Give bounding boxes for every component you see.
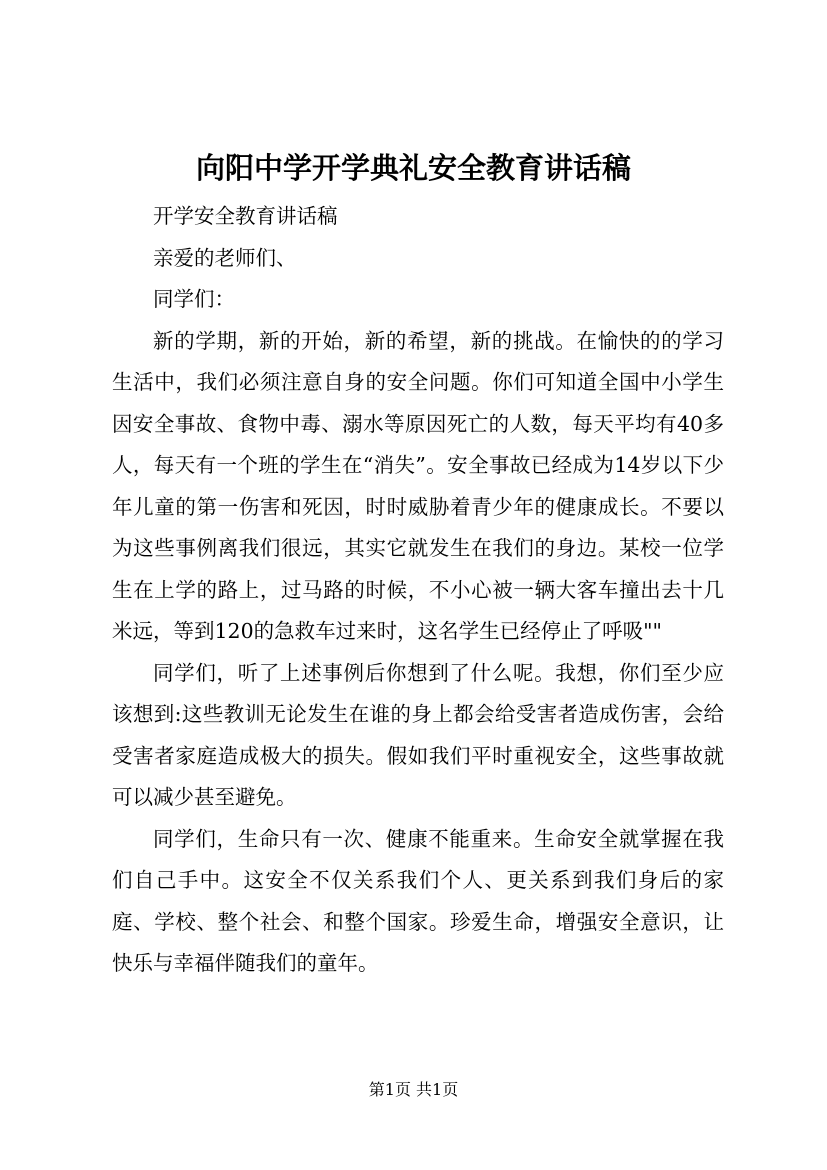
paragraph-body-1: 新的学期，新的开始，新的希望，新的挑战。在愉快的的学习生活中，我们必须注意自身的安全问题。你们可知道全国中小学生因安全事故、食物中毒、溺水等原因死亡的人数，每天平均有40多人，每天有一个班的学生在“消失”。安全事故已经成为14岁以下少年儿童的第一伤害和死因，时时威胁着青少年的健康成长。不要以为这些事例离我们很远，其实它就发生在我们的身边。某校一位学生在上学的路上，过马路的时候，不小心被一辆大客车撞出去十几米远，等到120的急救车过来时，这名学生已经停止了呼吸"" bbox=[112, 328, 724, 643]
paragraph-body-3: 同学们，生命只有一次、健康不能重来。生命安全就掌握在我们自己手中。这安全不仅关系我们个人、更关系到我们身后的家庭、学校、整个社会、和整个国家。珍爱生命，增强安全意识，让快乐与幸福伴随我们的童年。 bbox=[112, 826, 724, 975]
paragraph-subtitle: 开学安全教育讲话稿 bbox=[153, 204, 338, 228]
page-footer: 第1页 共1页 bbox=[368, 1080, 459, 1099]
document-title: 向阳中学开学典礼安全教育讲话稿 bbox=[195, 151, 631, 185]
paragraph-salutation-teachers: 亲爱的老师们、 bbox=[153, 245, 297, 270]
document-body bbox=[112, 196, 724, 985]
paragraph-salutation-students: 同学们： bbox=[153, 287, 235, 311]
paragraph-body-2: 同学们，听了上述事例后你想到了什么呢。我想，你们至少应该想到:这些教训无论发生在谁的身上都会给受害者造成伤害，会给受害者家庭造成极大的损失。假如我们平时重视安全，这些事故就可以减少甚至避免。 bbox=[112, 660, 724, 809]
